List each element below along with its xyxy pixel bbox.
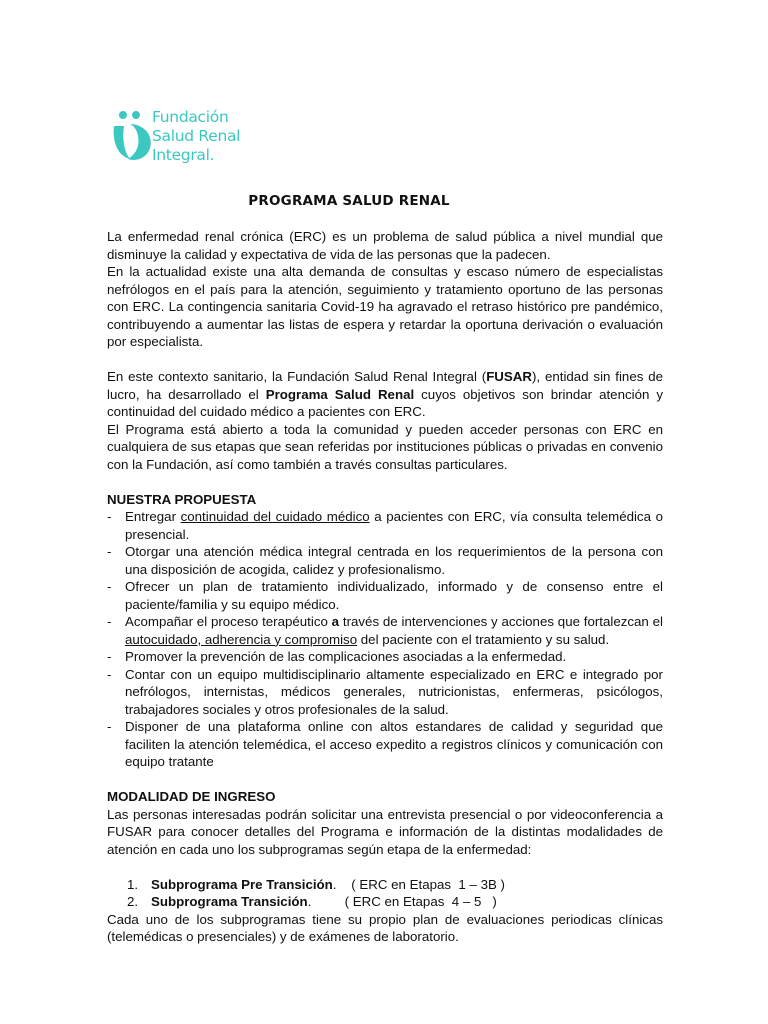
- fusar-acronym: FUSAR: [486, 369, 532, 384]
- context-paragraph-2: El Programa está abierto a toda la comunidad y pueden acceder personas con ERC en cualquiera de sus etapas que sean referidas por instituciones públicas o privadas en convenio con la Fundación, así como también a través consultas particulares.: [107, 421, 663, 472]
- list-item: - Otorgar una atención médica integral centrada en los requerimientos de la persona con una disposición de acogida, calidez y profesionalismo.: [107, 543, 663, 578]
- fusar-logo-icon: [110, 108, 156, 166]
- modalidad-paragraph-2: Cada uno de los subprogramas tiene su propio plan de evaluaciones periodicas clínicas (telemédicas o presenciales) y de exámenes de laboratorio.: [107, 911, 663, 944]
- subprogram-list: [107, 876, 663, 911]
- document-body: [107, 228, 663, 946]
- propuesta-list: [107, 508, 663, 771]
- modalidad-paragraph-1: Las personas interesadas podrán solicitar una entrevista presencial o por videoconferencia a FUSAR para conocer detalles del Programa e información de la distintas modalidades de atención en cada uno los subprogramas según etapa de la enfermedad:: [107, 806, 663, 857]
- section-heading-propuesta: NUESTRA PROPUESTA: [107, 491, 257, 507]
- logo-wordmark: [152, 108, 240, 165]
- list-item: - Contar con un equipo multidisciplinario altamente especializado en ERC e integrado por nefrólogos, internistas, médicos generales, nutricionistas, enfermeras, psicólogos, trabajadores sociales y otros profesionales de la salud.: [107, 666, 663, 719]
- logo-line-2: Salud Renal: [152, 127, 241, 145]
- intro-paragraph-1: La enfermedad renal crónica (ERC) es un problema de salud pública a nivel mundial que disminuye la calidad y expectativa de vida de las personas que la padecen.: [107, 229, 663, 262]
- page-title: PROGRAMA SALUD RENAL: [248, 193, 450, 209]
- subprogram-item: 2. Subprograma Transición. ( ERC en Etapas 4 – 5 ): [127, 894, 497, 909]
- list-item: - Promover la prevención de las complicaciones asociadas a la enfermedad.: [107, 648, 663, 666]
- intro-paragraph-2: En la actualidad existe una alta demanda de consultas y escaso número de especialistas nefrólogos en el país para la atención, seguimiento y tratamiento oportuno de las personas con ERC. La contingencia sanitaria Covid-19 ha agravado el retraso histórico pre pandémico, contribuyendo a aumentar las listas de espera y retardar la oportuna derivación o evaluación por especialista.: [107, 264, 663, 349]
- logo: [110, 108, 270, 170]
- context-paragraph-1: En este contexto sanitario, la Fundación Salud Renal Integral (FUSAR), entidad sin fines de lucro, ha desarrollado el Programa Salud Renal cuyos objetivos son brindar atención y continuidad del cuidado médico a pacientes con ERC.: [107, 369, 663, 419]
- list-item: - Acompañar el proceso terapéutico a través de intervenciones y acciones que fortalezcan el autocuidado, adherencia y compromiso del paciente con el tratamiento y su salud.: [107, 613, 663, 648]
- logo-line-3: Integral.: [152, 146, 215, 164]
- subprogram-item: 1. Subprograma Pre Transición. ( ERC en Etapas 1 – 3B ): [127, 876, 505, 892]
- list-item: - Disponer de una plataforma online con altos estandares de calidad y seguridad que faciliten la atención telemédica, el acceso expedito a registros clínicos y comunicación con equipo tratante: [107, 718, 663, 771]
- section-heading-modalidad: MODALIDAD DE INGRESO: [107, 789, 276, 804]
- logo-line-1: Fundación: [152, 108, 229, 126]
- list-item: - Entregar continuidad del cuidado médico a pacientes con ERC, vía consulta telemédica o presencial.: [107, 508, 663, 543]
- program-name: Programa Salud Renal: [265, 386, 415, 402]
- list-item: - Ofrecer un plan de tratamiento individualizado, informado y de consenso entre el paciente/familia y su equipo médico.: [107, 578, 663, 613]
